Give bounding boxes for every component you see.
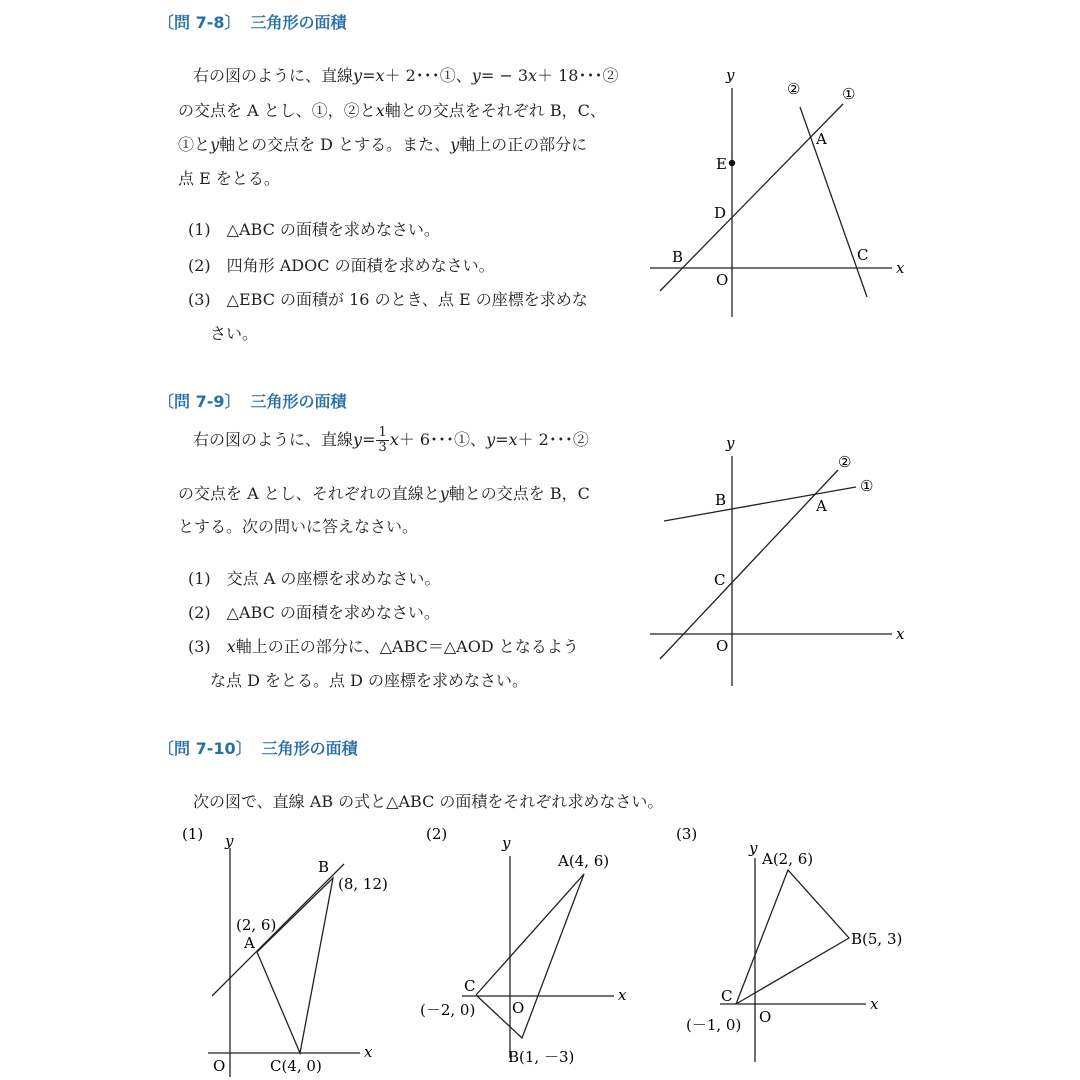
line-2-label: ② [838,453,852,471]
problem-number: 〔問 7-8〕 [158,13,241,32]
point-C-label: C [857,246,869,264]
problem-heading: 三角形の面積 [250,13,347,32]
point-A-label: A(4, 6) [558,852,610,870]
y-axis-label: y [749,839,758,857]
y-axis-label: y [225,832,234,850]
x-axis-label: x [870,995,879,1013]
question-7-9-3-cont: な点 D をとる。点 D の座標を求めなさい。 [210,671,529,690]
figure-7-10-3 [676,825,902,1062]
problem-number: 〔問 7-10〕 [158,739,252,758]
origin-label: O [716,271,729,289]
fraction-one-third: $\frac{1}{3}$ [378,425,387,455]
point-B-label: B(1, －3) [508,1048,575,1066]
triangle-ABC [257,878,333,1053]
point-E-label: E [716,155,727,173]
point-B-label: B [715,491,727,509]
line-2-label: ② [787,80,801,98]
point-B-label: B [318,858,330,876]
point-A-coord: (2, 6) [236,916,277,934]
y-axis-label: y [726,434,735,452]
figure-7-10-1 [182,825,388,1077]
point-C-coord: (－2, 0) [420,1001,476,1019]
question-7-9-2: (2) △ABC の面積を求めなさい。 [188,603,440,622]
origin-label: O [716,637,729,655]
point-C-label: C [714,571,726,589]
problem-heading: 三角形の面積 [261,739,358,758]
origin-label: O [213,1057,226,1075]
problem-7-9-text-line-3: とする。次の問いに答えなさい。 [178,517,419,536]
triangle-ABC [736,870,849,1004]
question-7-9-3: (3) x軸上の正の部分に、△ABC＝△AOD となるよう [188,637,579,656]
problem-number: 〔問 7-9〕 [158,392,241,411]
origin-label: O [512,999,525,1017]
point-A-label: A [244,934,255,952]
origin-label: O [759,1008,772,1026]
question-7-8-3-cont: さい。 [210,324,259,343]
point-B-coord: (8, 12) [338,875,388,893]
point-A-label: A [816,130,827,148]
point-A-label: A [816,497,827,515]
problem-heading: 三角形の面積 [250,392,347,411]
point-B-label: B(5, 3) [851,930,903,948]
x-axis-label: x [896,625,905,643]
point-C-label: C(4, 0) [270,1057,322,1075]
figure-number: (1) [182,825,204,843]
line-1-label: ① [860,477,874,495]
point-B-label: B [672,248,684,266]
point-C-coord: (－1, 0) [686,1016,742,1034]
question-7-8-3: (3) △EBC の面積が 16 のとき、点 E の座標を求めな [188,290,588,309]
problem-7-8-text-line-1: 右の図のように、直線y=x＋ 2･･･①、y= − 3x＋ 18･･･② [193,66,619,85]
y-axis-label: y [502,834,511,852]
problem-7-8-text-line-3: ①とy軸との交点を D とする。また、y軸上の正の部分に [178,135,588,154]
x-axis-label: x [618,986,627,1004]
x-axis-label: x [896,259,905,277]
figure-7-10-2 [420,825,627,1066]
problem-7-9-text-line-2: の交点を A とし、それぞれの直線とy軸との交点を B，C [178,484,590,503]
problem-7-8-text-line-2: の交点を A とし、①，②とx軸との交点をそれぞれ B，C、 [178,101,606,120]
figure-number: (3) [676,825,698,843]
problem-7-8-text-line-4: 点 E をとる。 [178,169,280,188]
point-D-label: D [714,204,727,222]
point-A-label: A(2, 6) [762,850,814,868]
problem-7-10-intro: 次の図で、直線 AB の式と△ABC の面積をそれぞれ求めなさい。 [193,792,664,811]
line-AB [212,864,344,996]
point-C-label: C [464,977,476,995]
point-C-label: C [721,987,733,1005]
problem-7-9-text-line-1: 右の図のように、直線y= $\frac{1}{3}$ x＋ 6･･･①、y=x＋ 2･･･② [193,425,589,455]
line-1-label: ① [842,85,856,103]
question-7-8-1: (1) △ABC の面積を求めなさい。 [188,220,440,239]
triangle-ABC [476,874,584,1038]
question-7-8-2: (2) 四角形 ADOC の面積を求めなさい。 [188,256,495,275]
question-7-9-1: (1) 交点 A の座標を求めなさい。 [188,569,441,588]
x-axis-label: x [364,1043,373,1061]
figure-number: (2) [426,825,448,843]
y-axis-label: y [726,66,735,84]
